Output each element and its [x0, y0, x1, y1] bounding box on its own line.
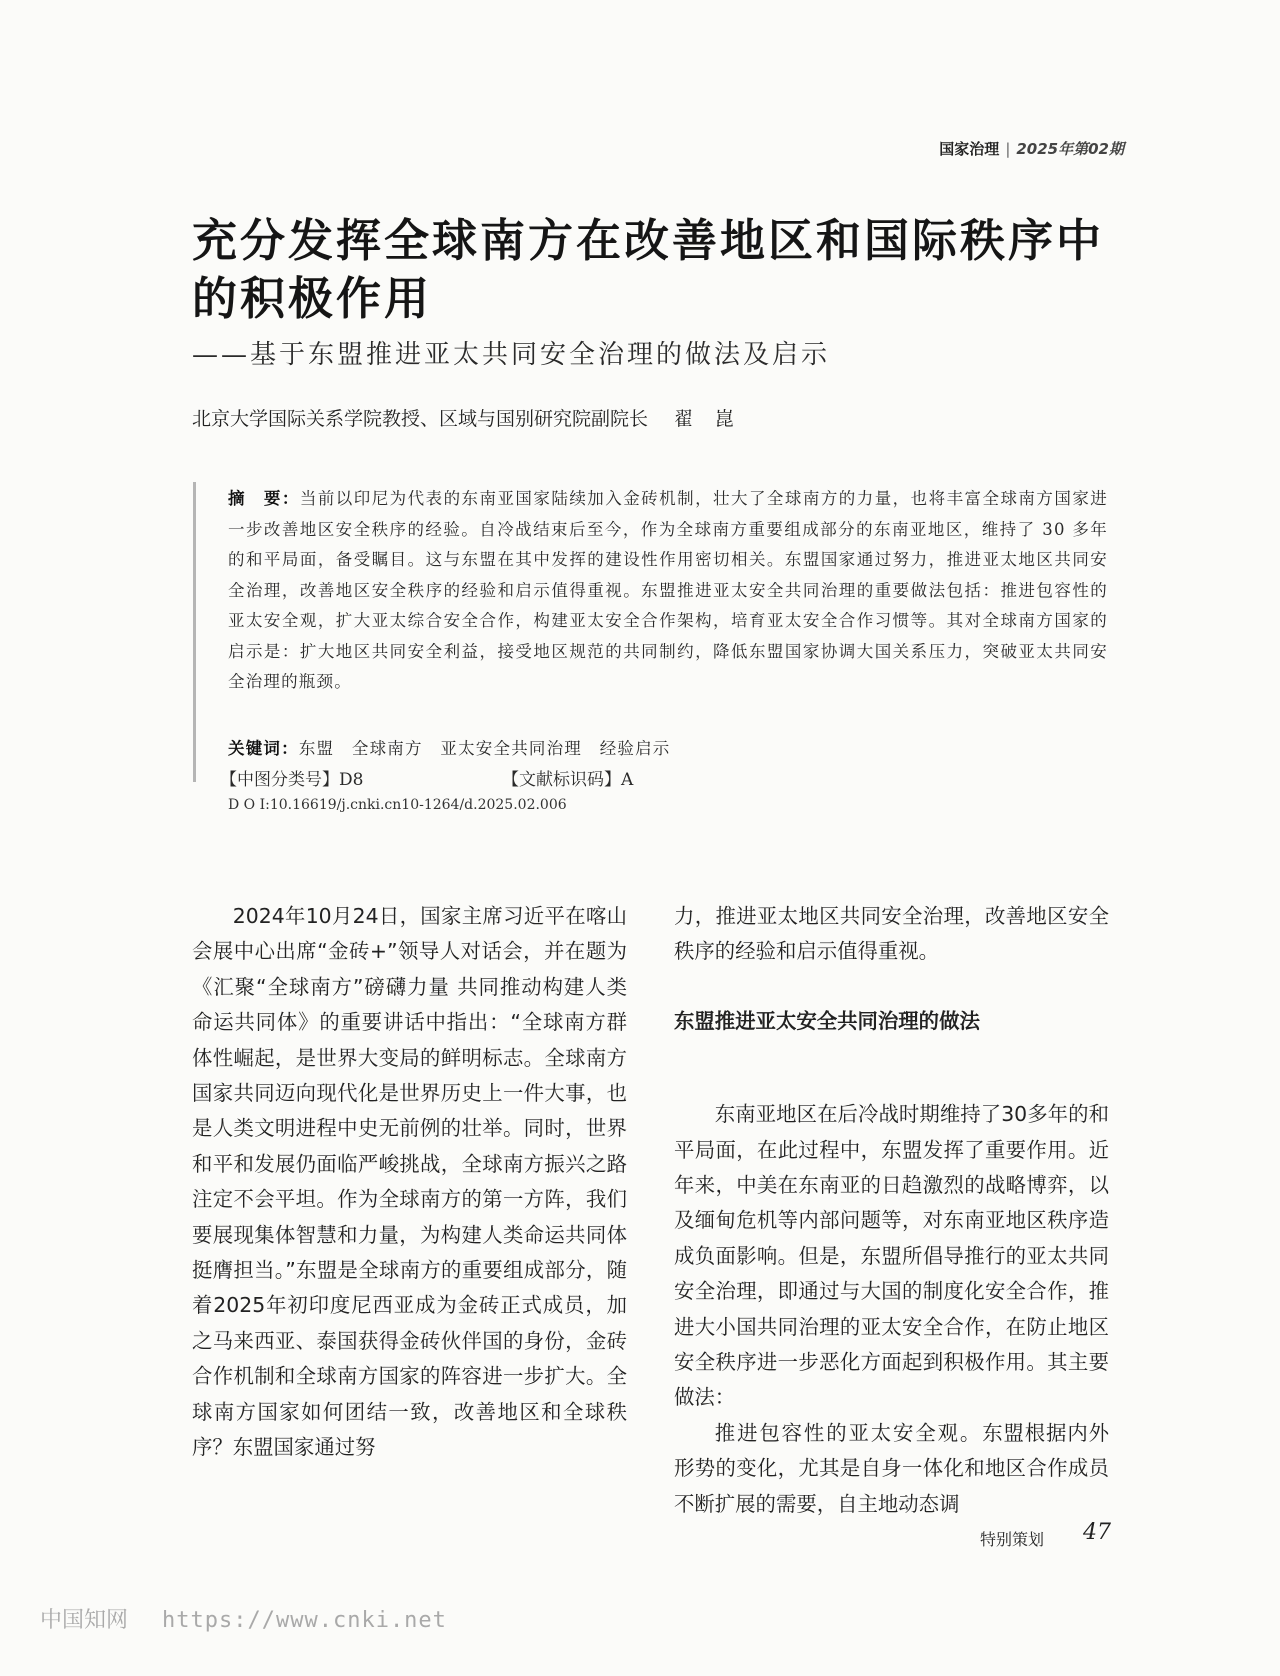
- document-id-code: 【文献标识码】A: [502, 770, 634, 790]
- body-paragraph: 2024年10月24日，国家主席习近平在喀山会展中心出席“金砖+”领导人对话会，并在题为《汇聚“全球南方”磅礴力量 共同推动构建人类命运共同体》的重要讲话中指出：“全球南方群体性崛起，是世界大变局的鲜明标志。全球南方国家共同迈向现代化是世界历史上一件大事，也是人类文明进程中史无前例的壮举。同时，世界和平和发展仍面临严峻挑战，全球南方振兴之路注定不会平坦。作为全球南方的第一方阵，我们要展现集体智慧和力量，为构建人类命运共同体挺膺担当。”东盟是全球南方的重要组成部分，随着2025年初印度尼西亚成为金砖正式成员，加之马来西亚、泰国获得金砖伙伴国的身份，金砖合作机制和全球南方国家的阵容进一步扩大。全球南方国家如何团结一致，改善地区和全球秩序？东盟国家通过努: [192, 904, 628, 1460]
- keywords-line: [228, 735, 671, 759]
- page-number: 47: [1083, 1520, 1111, 1545]
- body-column-left: [192, 899, 627, 1466]
- cnki-watermark: [40, 1603, 447, 1634]
- body-paragraph-continued: 力，推进亚太地区共同安全治理，改善地区安全秩序的经验和启示值得重视。: [674, 904, 1109, 964]
- keywords-text: 东盟 全球南方 亚太安全共同治理 经验启示: [298, 739, 671, 758]
- journal-masthead: [939, 138, 1124, 159]
- masthead-separator: |: [1005, 140, 1011, 158]
- inline-heading: 推进包容性的亚太安全观。: [714, 1420, 983, 1445]
- article-title: 充分发挥全球南方在改善地区和国际秩序中的积极作用: [192, 214, 1105, 325]
- body-column-right: [674, 899, 1109, 1522]
- body-paragraph: 东南亚地区在后冷战时期维持了30多年的和平局面，在此过程中，东盟发挥了重要作用。近年来，中美在东南亚的日趋激烈的战略博弈，以及缅甸危机等内部问题等，对东南亚地区秩序造成负面影响。但是，东盟所倡导推行的亚太共同安全治理，即通过与大国的制度化安全合作，推进大小国共同治理的亚太安全合作，在防止地区安全秩序进一步恶化方面起到积极作用。其主要做法：: [674, 1102, 1109, 1410]
- section-heading: 东盟推进亚太安全共同治理的做法: [674, 1008, 980, 1033]
- author-name: 翟 崑: [674, 408, 743, 430]
- class-number: 【中图分类号】D8: [220, 770, 364, 790]
- abstract-label: 摘 要：: [228, 489, 300, 508]
- body-paragraph-text: 东盟根据内外形势的变化，尤其是自身一体化和地区合作成员不断扩展的需要，自主地动态调: [674, 1420, 1110, 1516]
- author-affiliation: 北京大学国际关系学院教授、区域与国别研究院副院长: [192, 408, 649, 430]
- watermark-url: https://www.cnki.net: [162, 1608, 447, 1633]
- author-line: [192, 404, 742, 431]
- classification-line: [220, 765, 634, 790]
- body-paragraph: [674, 1416, 1109, 1522]
- journal-name: 国家治理: [939, 140, 1000, 158]
- abstract-text: 当前以印尼为代表的东南亚国家陆续加入金砖机制，壮大了全球南方的力量，也将丰富全球南方国家进一步改善地区安全秩序的经验。自冷战结束后至今，作为全球南方重要组成部分的东南亚地区，维持了 30 多年的和平局面，备受瞩目。这与东盟在其中发挥的建设性作用密切相关。东盟国家通过努力，推进亚太地区共同安全治理，改善地区安全秩序的经验和启示值得重视。东盟推进亚太安全共同治理的重要做法包括：推进包容性的亚太安全观，扩大亚太综合安全合作，构建亚太安全合作架构，培育亚太安全合作习惯等。其对全球南方国家的启示是：扩大地区共同安全利益，接受地区规范的共同制约，降低东盟国家协调大国关系压力，突破亚太共同安全治理的瓶颈。: [228, 489, 1108, 691]
- footer-section-label: 特别策划: [980, 1530, 1045, 1549]
- article-subtitle: ——基于东盟推进亚太共同安全治理的做法及启示: [192, 340, 831, 370]
- abstract-side-rule: [193, 482, 196, 782]
- doi-line: D O I:10.16619/j.cnki.cn10-1264/d.2025.02.006: [228, 797, 567, 813]
- issue-label: 2025年第02期: [1016, 140, 1124, 158]
- abstract: [228, 484, 1108, 698]
- keywords-label: 关键词：: [228, 739, 299, 758]
- watermark-site-name: 中国知网: [40, 1608, 129, 1633]
